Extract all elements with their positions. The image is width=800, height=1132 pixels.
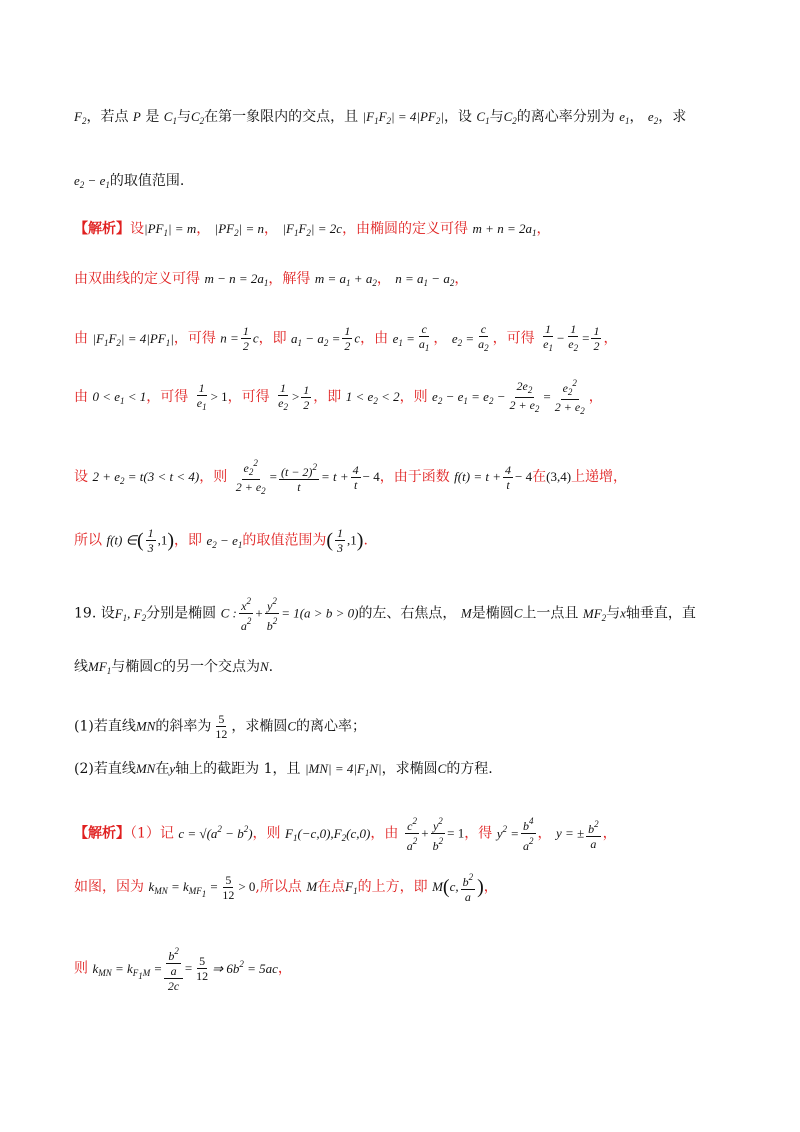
question-19-part-2: (2)若直线MN在y轴上的截距为 1，且 $|MN| = 4|F_1N|$，求椭圆C的方程. — [74, 761, 493, 778]
question-19-part-1: (1)若直线MN的斜率为 $\frac{5}{12}$ ，求椭圆C的离心率； — [74, 712, 367, 741]
solution-line-5: 设 $2 + e_2 = t(3 < t < 4)$，则 $\frac{e_2^2}{2 + e_2}$ = $\frac{(t - 2)^2}{t}$ = t + $\frac{4}{t}$ − 4，由于函数 f(t) = t + $\frac{4}{t}$ − 4在(3,4)上递增， — [74, 458, 628, 496]
solution-line-1: 【解析】设$|PF_1| = m$， $|PF_2| = n$， $|F_1F_2| = 2c$，由椭圆的定义可得 $m + n = 2a_1$， — [74, 221, 551, 238]
solution-line-2: 由双曲线的定义可得 $m - n = 2a_1$，解得 $m = a_1 + a_2$， $n = a_1 - a_2$， — [74, 271, 469, 288]
question-19-line-2: 线$MF_1$与椭圆C的另一个交点为N. — [74, 659, 274, 676]
solution-19-line-1: 【解析】（1）记 $c = √(a^2 - b^2)$，则 $F_1(-c,0),F_2(c,0)$，由 $\frac{c^2}{a^2}$ + $\frac{y^2}{b^2}$ = 1，得 $y^2$ = $\frac{b^4}{a^2}$ ， y = ± $\frac{b^2}{a}$ ， — [74, 816, 617, 853]
solution-line-3: 由 $|F_1F_2| = 4|PF_1|$，可得 n = $\frac{1}{2}$ c，即 $a_1 - a_2$ = $\frac{1}{2}$ c，由 $e_1$ = $\frac{c}{a_1}$ ， $e_2$ = $\frac{c}{a_2}$ ，可得 $\frac{1}{e_1}$ − $\frac{1}{e_2}$ = $\frac{1}{2}$ ， — [74, 322, 618, 353]
solution-line-6: 所以 f(t) ∈( $\frac{1}{3}$ ,1)，即 $e_2 - e_1$的取值范围为( $\frac{1}{3}$ ,1). — [74, 526, 368, 555]
problem-condition-line-1: $F_2$，若点 P 是 $C_1$与$C_2$在第一象限内的交点，且 $|F_1F_2| = 4|PF_2|$，设 $C_1$与$C_2$的离心率分别为 $e_1$， $e_2$，求 — [74, 109, 687, 126]
question-19-line-1: 19. 设$F_1$, $F_2$分别是椭圆 C : $\frac{x^2}{a^2}$ + $\frac{y^2}{b^2}$ = 1(a > b > 0)的左、右焦点， M是椭圆C上一点且 $MF_2$与x轴垂直，直 — [74, 596, 696, 633]
solution-line-4: 由 $0 < e_1 < 1$，可得 $\frac{1}{e_1}$ > 1，可得 $\frac{1}{e_2}$ > $\frac{1}{2}$ ，即 $1 < e_2 < 2$，则 $e_2 - e_1 = e_2$ − $\frac{2e_2}{2 + e_2}$ = $\frac{e_2^2}{2 + e_2}$ ， — [74, 378, 603, 416]
solution-19-line-3: 则 $k_{MN} = k_{F_1M}$ = $\frac{\frac{b^2}{a}}{2c}$ = $\frac{5}{12}$ ⇒ $6b^2 = 5ac$， — [74, 946, 292, 993]
problem-condition-line-2: $e_2 - e_1$的取值范围. — [74, 173, 185, 190]
solution-19-line-2: 如图，因为 $k_{MN} = k_{MF_1}$ = $\frac{5}{12}$ > 0,所以点 M在点$F_1$的上方，即 M(c, $\frac{b^2}{a}$ )， — [74, 872, 498, 904]
